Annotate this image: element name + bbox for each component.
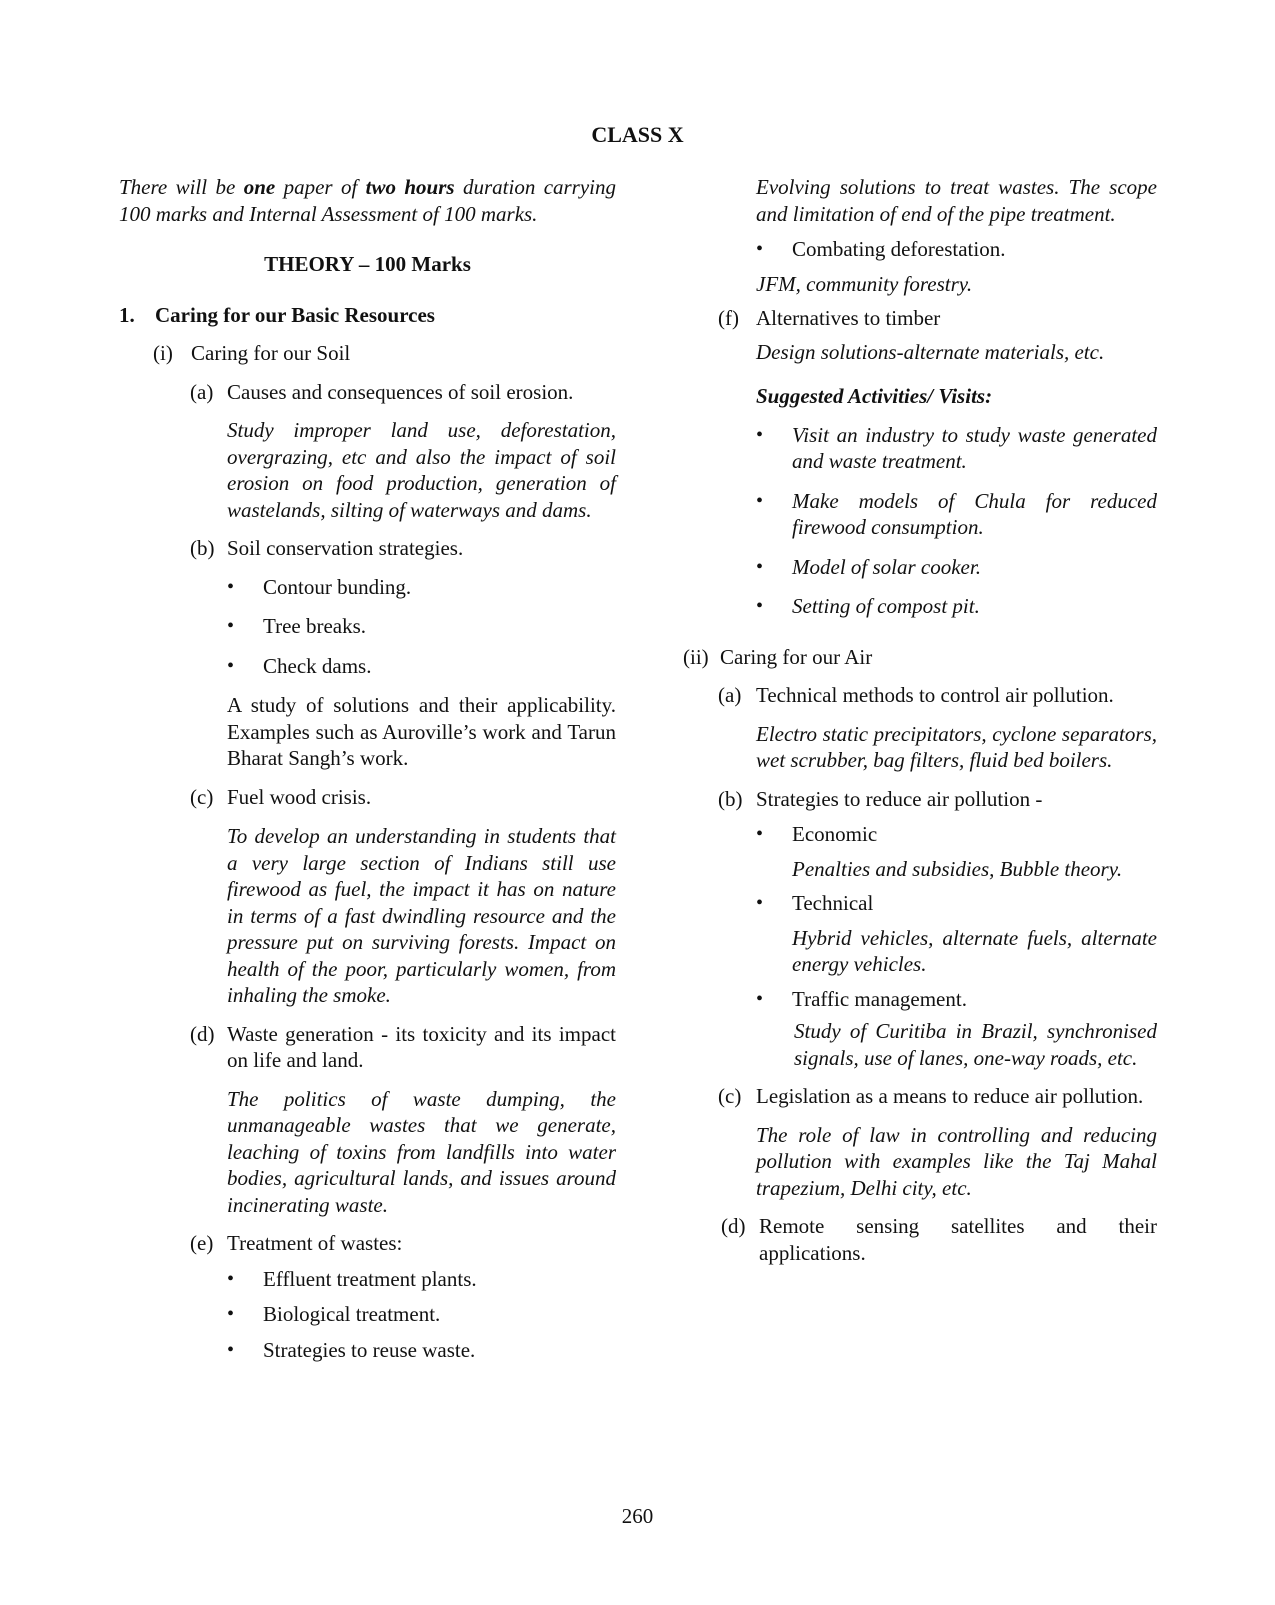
item-number: (c) — [718, 1084, 742, 1108]
bullet-icon: • — [756, 892, 764, 914]
bullet-item — [756, 821, 1157, 848]
item-description: Study improper land use, deforestation, overgrazing, etc and also the impact of soil erosion on food production, generation of wastelands, silting of waterways and dams. — [227, 418, 616, 522]
item-title: Waste generation - its toxicity and its impact on life and land. — [227, 1021, 616, 1072]
activities-heading: Suggested Activities/ Visits: — [756, 384, 993, 408]
bullet-text: Effluent treatment plants. — [263, 1266, 477, 1291]
activity-item — [756, 488, 1157, 541]
activity-item — [756, 593, 1157, 620]
bullet-item — [227, 1266, 616, 1293]
bullet-icon: • — [227, 1267, 235, 1290]
item-description: JFM, community forestry. — [756, 271, 973, 296]
intro-bold: one — [243, 175, 276, 199]
section-number: 1. — [119, 302, 135, 327]
bullet-item — [227, 1337, 616, 1364]
item-c — [718, 1083, 1157, 1110]
item-d — [190, 1021, 616, 1074]
item-title: Alternatives to timber — [756, 306, 941, 330]
bullet-icon: • — [227, 575, 235, 598]
activity-text: Make models of Chula for reduced firewood consumption. — [792, 488, 1157, 539]
bullet-text: Contour bunding. — [263, 574, 412, 599]
bullet-item — [227, 653, 616, 680]
item-number: (e) — [190, 1231, 214, 1255]
item-d — [721, 1213, 1157, 1266]
right-column — [683, 174, 1157, 1266]
bullet-item — [227, 1301, 616, 1328]
item-number: (d) — [190, 1021, 215, 1046]
bullet-icon: • — [756, 238, 764, 260]
item-c — [190, 784, 616, 811]
intro-bold: two hours — [365, 175, 455, 199]
bullet-icon: • — [756, 489, 764, 512]
item-title: Legislation as a means to reduce air pollution. — [756, 1084, 1144, 1108]
item-description: Design solutions-alternate materials, etc. — [756, 339, 1105, 364]
subsection-title: Caring for our Soil — [191, 341, 351, 365]
bullet-icon: • — [756, 987, 764, 1010]
bullet-icon: • — [227, 615, 235, 637]
item-title: Treatment of wastes: — [227, 1231, 403, 1255]
item-title: Fuel wood crisis. — [227, 784, 372, 809]
item-b — [190, 535, 616, 562]
item-description: Electro static precipitators, cyclone separators, wet scrubber, bag filters, fluid bed boilers. — [756, 721, 1157, 772]
item-f — [718, 305, 1157, 332]
page-number: 260 — [621, 1504, 654, 1528]
item-title: Soil conservation strategies. — [227, 536, 464, 560]
subsection-number: (ii) — [683, 644, 709, 669]
item-number: (b) — [718, 786, 743, 811]
section-heading — [119, 302, 616, 329]
activity-item — [756, 422, 1157, 475]
bullet-item — [227, 574, 616, 601]
bullet-icon: • — [227, 654, 235, 677]
bullet-icon: • — [227, 1303, 235, 1325]
item-title: Technical methods to control air pollution. — [756, 683, 1114, 707]
section-title: Caring for our Basic Resources — [155, 302, 435, 327]
left-column — [119, 174, 616, 1363]
subsection-heading — [683, 644, 1157, 671]
item-e — [190, 1230, 616, 1257]
item-number: (a) — [718, 683, 742, 707]
item-title: Strategies to reduce air pollution - — [756, 786, 1043, 811]
item-number: (a) — [190, 379, 214, 404]
bullet-item — [756, 890, 1157, 917]
item-number: (f) — [718, 306, 739, 330]
bullet-text: Biological treatment. — [263, 1302, 441, 1326]
intro-paragraph — [119, 174, 616, 227]
bullet-item — [756, 986, 1157, 1013]
bullet-description: Penalties and subsidies, Bubble theory. — [792, 856, 1123, 881]
activity-text: Visit an industry to study waste generated and waste treatment. — [792, 422, 1157, 473]
item-title: Causes and consequences of soil erosion. — [227, 379, 574, 404]
bullet-icon: • — [756, 555, 764, 578]
item-number: (b) — [190, 536, 215, 560]
bullet-text: Tree breaks. — [263, 614, 367, 638]
item-description: To develop an understanding in students that a very large section of Indians still use firewood as fuel, the impact it has on nature in terms of a fast dwindling resource and the pressure put on surviving forests. Impact on health of the poor, particularly women, from inhaling the smoke. — [227, 824, 616, 1007]
bullet-item — [227, 613, 616, 640]
bullet-icon: • — [756, 823, 764, 845]
theory-heading: THEORY – 100 Marks — [264, 252, 471, 276]
item-a — [718, 682, 1157, 709]
bullet-description: Study of Curitiba in Brazil, synchronised signals, use of lanes, one-way roads, etc. — [794, 1019, 1157, 1070]
subsection-title: Caring for our Air — [720, 644, 873, 669]
intro-text: There will be — [119, 175, 244, 199]
subsection-heading — [153, 340, 616, 367]
bullet-item — [756, 236, 1157, 263]
intro-text: paper of — [275, 175, 366, 199]
bullet-icon: • — [227, 1338, 235, 1361]
bullet-description: Hybrid vehicles, alternate fuels, alternate energy vehicles. — [792, 925, 1157, 976]
intro-text: duration carrying 100 marks and Internal Assessment of 100 marks. — [119, 175, 617, 226]
bullet-icon: • — [756, 423, 764, 446]
bullet-text: Technical — [792, 891, 874, 915]
item-a — [190, 379, 616, 406]
item-description: Evolving solutions to treat wastes. The scope and limitation of end of the pipe treatment. — [756, 175, 1157, 226]
subsection-number: (i) — [153, 341, 173, 365]
item-number: (d) — [721, 1214, 746, 1238]
bullet-text: Check dams. — [263, 653, 372, 678]
item-title: Remote sensing satellites and their applications. — [759, 1214, 1157, 1265]
bullet-text: Strategies to reuse waste. — [263, 1337, 476, 1362]
bullet-text: Combating deforestation. — [792, 237, 1006, 261]
page-title: CLASS X — [591, 122, 684, 147]
bullet-text: Traffic management. — [792, 986, 967, 1011]
item-description: The politics of waste dumping, the unmanageable wastes that we generate, leaching of toxins from landfills into water bodies, agricultural lands, and issues around incinerating waste. — [227, 1086, 616, 1217]
activity-item — [756, 554, 1157, 581]
activity-text: Setting of compost pit. — [792, 594, 980, 618]
item-description: The role of law in controlling and reducing pollution with examples like the Taj Mahal trapezium, Delhi city, etc. — [756, 1122, 1157, 1200]
bullet-text: Economic — [792, 822, 878, 846]
activity-text: Model of solar cooker. — [792, 554, 981, 579]
bullet-icon: • — [756, 595, 764, 617]
item-b — [718, 786, 1157, 813]
item-number: (c) — [190, 784, 214, 809]
item-description: A study of solutions and their applicability. Examples such as Auroville’s work and Tarun Bharat Sangh’s work. — [227, 693, 616, 770]
